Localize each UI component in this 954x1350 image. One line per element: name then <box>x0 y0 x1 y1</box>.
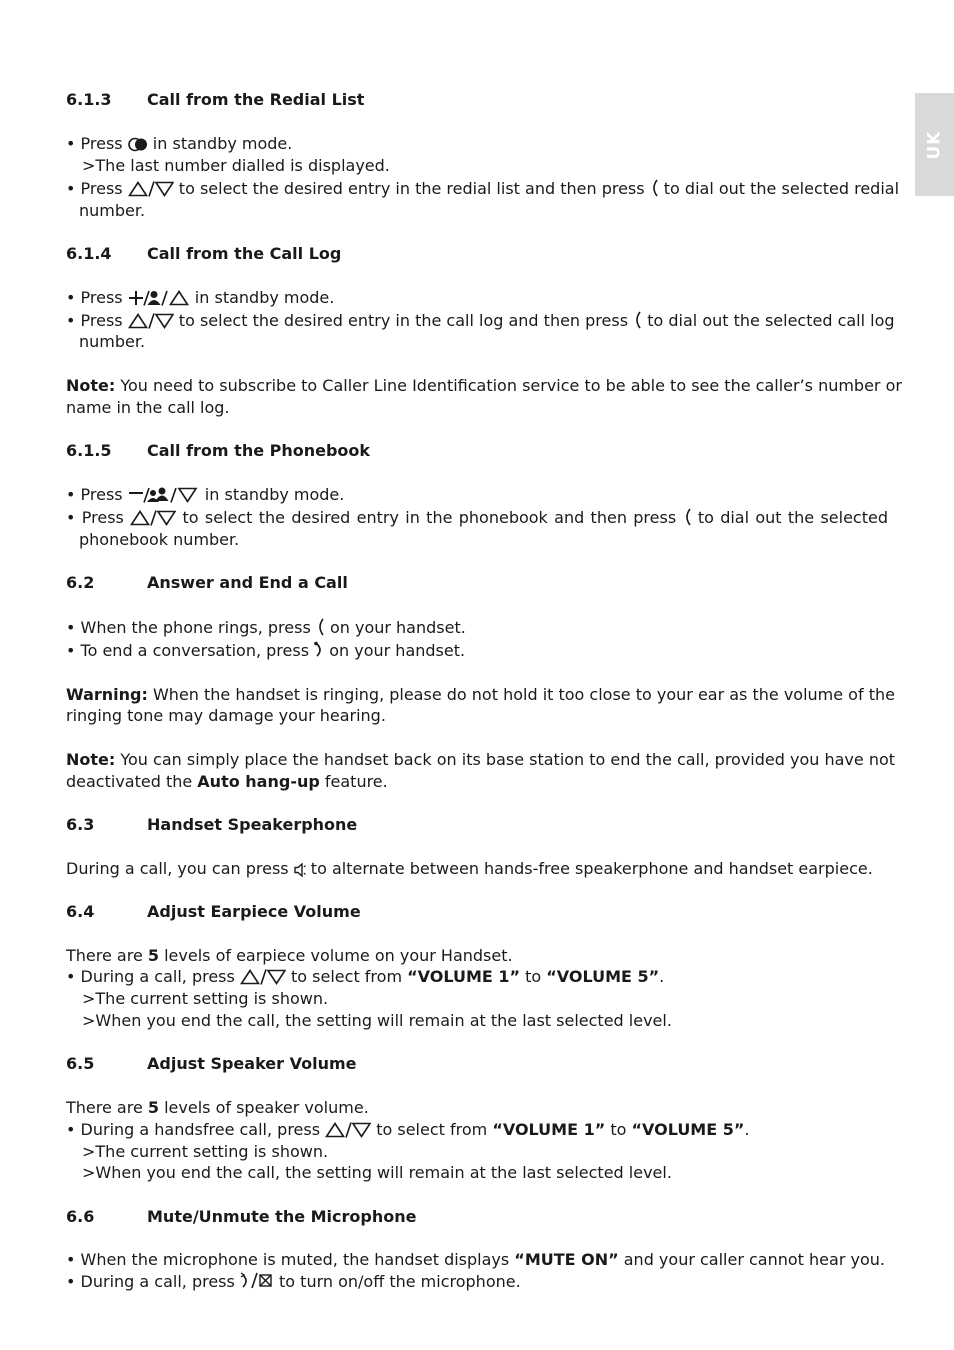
section-6-1-3-heading <box>66 89 888 111</box>
bullet-earpiece-volume <box>66 966 888 988</box>
section-number: 6.6 <box>66 1207 95 1226</box>
section-title: Adjust Earpiece Volume <box>147 902 361 921</box>
talk-key-icon <box>316 618 325 636</box>
section-title: Call from the Phonebook <box>147 441 371 460</box>
text: . <box>744 1120 750 1139</box>
text: in standby mode. <box>147 134 293 153</box>
level-count: 5 <box>147 946 160 965</box>
text: • Press <box>66 134 128 153</box>
text: During a call, you can press <box>66 859 294 878</box>
text: to select the desired entry in the phonebook and then press <box>176 508 683 527</box>
text: and your caller cannot hear you. <box>618 1250 885 1269</box>
text: to select the desired entry in the redial list and then press <box>173 179 650 198</box>
section-number: 6.1.5 <box>66 441 112 460</box>
section-number: 6.5 <box>66 1054 95 1073</box>
up-down-keys-icon <box>130 510 176 526</box>
text: • Press <box>66 179 128 198</box>
section-title: Call from the Call Log <box>147 244 342 263</box>
up-down-keys-icon <box>240 969 286 985</box>
sub-speaker-remain: >When you end the call, the setting will remain at the last selected level. <box>82 1163 672 1182</box>
note-caller-id-line2: name in the call log. <box>66 398 230 417</box>
talk-key-icon <box>650 179 659 197</box>
section-6-3-heading <box>66 814 888 836</box>
bullet-phonebook-press <box>66 484 888 506</box>
sub-earpiece-remain: >When you end the call, the setting will remain at the last selected level. <box>82 1011 672 1030</box>
earpiece-levels-paragraph <box>66 945 888 967</box>
note-label: Note: <box>66 376 116 395</box>
section-title: Adjust Speaker Volume <box>147 1054 357 1073</box>
note-label: Note: <box>66 750 116 769</box>
up-down-keys-icon <box>128 313 174 329</box>
speaker-levels-paragraph <box>66 1097 888 1119</box>
section-number: 6.1.4 <box>66 244 112 263</box>
level-count: 5 <box>147 1098 160 1117</box>
sub-speaker-shown: >The current setting is shown. <box>82 1142 329 1161</box>
text: in standby mode. <box>189 288 335 307</box>
text: There are <box>66 946 148 965</box>
text: to turn on/off the microphone. <box>273 1272 521 1291</box>
text: • Press <box>66 311 128 330</box>
text: You need to subscribe to Caller Line Identification service to be able to see the caller’s number or <box>115 376 902 395</box>
text: levels of earpiece volume on your Handset. <box>159 946 513 965</box>
text: to select from <box>285 967 408 986</box>
bullet-calllog-select-cont: number. <box>79 332 146 351</box>
section-6-1-5-heading <box>66 440 888 462</box>
sub-redial-displayed: >The last number dialled is displayed. <box>82 156 390 175</box>
text: • Press <box>66 288 128 307</box>
text: • When the microphone is muted, the handset displays <box>66 1250 515 1269</box>
mute-key-icon <box>240 1272 274 1290</box>
sub-earpiece-shown: >The current setting is shown. <box>82 989 329 1008</box>
note-hangup-line1 <box>66 749 896 771</box>
speaker-key-icon <box>294 863 306 877</box>
text: • During a call, press <box>66 1272 240 1291</box>
bullet-calllog-press <box>66 287 888 309</box>
warning-label: Warning: <box>66 685 148 704</box>
section-number: 6.1.3 <box>66 90 112 109</box>
text: to alternate between hands-free speakerphone and handset earpiece. <box>305 859 873 878</box>
text: • During a handsfree call, press <box>66 1120 326 1139</box>
text: • When the phone rings, press <box>66 618 316 637</box>
section-6-1-4-heading <box>66 243 888 265</box>
text: deactivated the <box>66 772 198 791</box>
text: • Press <box>66 485 128 504</box>
up-down-keys-icon <box>325 1122 371 1138</box>
section-6-2-heading <box>66 572 888 594</box>
section-6-5-heading <box>66 1053 888 1075</box>
text: to select the desired entry in the call log and then press <box>173 311 634 330</box>
redial-key-icon <box>128 137 148 152</box>
bullet-end-call <box>66 640 888 662</box>
minus-phonebook-down-keys-icon <box>128 487 200 503</box>
bullet-speaker-volume <box>66 1119 888 1141</box>
bullet-answer-call <box>66 617 888 639</box>
text: • Press <box>66 508 131 527</box>
section-6-4-heading <box>66 901 888 923</box>
up-down-keys-icon <box>128 181 174 197</box>
text: • To end a conversation, press <box>66 641 315 660</box>
bullet-phonebook-select-cont: phonebook number. <box>79 530 240 549</box>
text: to dial out the selected call log <box>642 311 895 330</box>
section-number: 6.2 <box>66 573 95 592</box>
volume-max-label: “VOLUME 5” <box>631 1120 745 1139</box>
volume-min-label: “VOLUME 1” <box>407 967 521 986</box>
section-title: Answer and End a Call <box>147 573 348 592</box>
text: feature. <box>319 772 388 791</box>
section-6-6-heading <box>66 1206 888 1228</box>
bullet-phonebook-select <box>66 507 888 529</box>
section-number: 6.4 <box>66 902 95 921</box>
bullet-calllog-select <box>66 310 895 332</box>
warning-line1 <box>66 684 895 706</box>
talk-key-icon <box>683 508 692 526</box>
warning-line2: ringing tone may damage your hearing. <box>66 706 386 725</box>
text: levels of speaker volume. <box>159 1098 369 1117</box>
section-title: Call from the Redial List <box>147 90 365 109</box>
mute-on-label: “MUTE ON” <box>514 1250 619 1269</box>
volume-min-label: “VOLUME 1” <box>492 1120 606 1139</box>
talk-key-icon <box>633 311 642 329</box>
bullet-redial-select <box>66 178 900 200</box>
bullet-mute-display <box>66 1249 888 1271</box>
text: to <box>605 1120 632 1139</box>
text: to dial out the selected <box>691 508 889 527</box>
text: . <box>659 967 665 986</box>
language-tab-label: UK <box>924 130 945 159</box>
bullet-mute-toggle <box>66 1271 888 1293</box>
plus-calllog-up-keys-icon <box>128 290 190 306</box>
section-number: 6.3 <box>66 815 95 834</box>
text: You can simply place the handset back on its base station to end the call, provided you have not <box>115 750 896 769</box>
note-caller-id-line1 <box>66 375 902 397</box>
end-call-key-icon <box>314 641 324 659</box>
volume-max-label: “VOLUME 5” <box>546 967 660 986</box>
section-title: Handset Speakerphone <box>147 815 358 834</box>
language-tab <box>915 93 954 196</box>
bullet-redial-press <box>66 133 888 155</box>
speakerphone-paragraph <box>66 858 888 880</box>
text: on your handset. <box>324 618 466 637</box>
auto-hangup-term: Auto hang-up <box>197 772 320 791</box>
text: • During a call, press <box>66 967 240 986</box>
text: to dial out the selected redial <box>658 179 900 198</box>
note-hangup-line2 <box>66 771 888 793</box>
text: on your handset. <box>324 641 466 660</box>
bullet-redial-select-cont: number. <box>79 201 146 220</box>
text: There are <box>66 1098 148 1117</box>
text: to select from <box>371 1120 493 1139</box>
section-title: Mute/Unmute the Microphone <box>147 1207 417 1226</box>
text: to <box>520 967 547 986</box>
text: in standby mode. <box>199 485 345 504</box>
text: When the handset is ringing, please do not hold it too close to your ear as the volume of the <box>147 685 895 704</box>
